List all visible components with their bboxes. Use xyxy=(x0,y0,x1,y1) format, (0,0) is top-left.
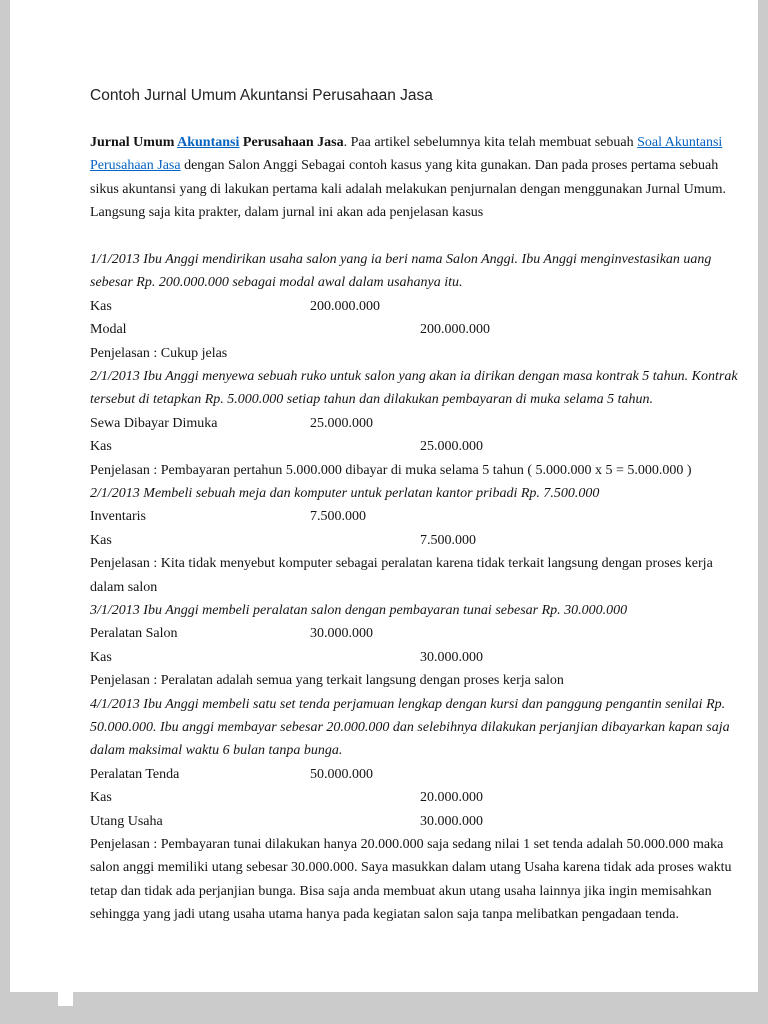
case-block-3 xyxy=(90,482,745,599)
entry-account: Kas xyxy=(90,532,112,548)
intro-text-1: . Paa artikel sebelumnya kita telah membuat sebuah xyxy=(343,135,638,150)
entry-credit-amount: 30.000.000 xyxy=(420,813,483,829)
paragraph-spacer xyxy=(90,225,745,248)
entry-credit-amount: 7.500.000 xyxy=(420,532,476,548)
entry-credit-amount: 20.000.000 xyxy=(420,790,483,806)
entry-debit-amount: 7.500.000 xyxy=(310,509,366,525)
intro-line-2: Langsung saja kita prakter, dalam jurnal ini akan ada penjelasan kasus xyxy=(90,205,484,221)
case-block-4 xyxy=(90,599,745,693)
entry-account: Modal xyxy=(90,322,127,338)
case-description: 4/1/2013 Ibu Anggi membeli satu set tenda perjamuan lengkap dengan kursi dan panggung pengantin senilai Rp. 50.000.000. Ibu anggi membayar sebesar 20.000.000 dan selebihnya dilakukan perjanjian dibayarkan kapan saja dalam maksimal waktu 6 bulan tanpa bunga. xyxy=(90,696,730,759)
intro-paragraph xyxy=(90,131,745,201)
case-note: Penjelasan : Pembayaran pertahun 5.000.000 dibayar di muka selama 5 tahun ( 5.000.000 x 5 = 5.000.000 ) xyxy=(90,462,692,478)
link-soal-akuntansi-perusahaan-jasa[interactable]: Soal Akuntansi Perusahaan Jasa xyxy=(90,135,723,174)
page-title: Contoh Jurnal Umum Akuntansi Perusahaan Jasa xyxy=(90,87,433,104)
entry-credit-amount: 25.000.000 xyxy=(420,439,483,455)
case-description: 2/1/2013 Membeli sebuah meja dan komputer untuk perlatan kantor pribadi Rp. 7.500.000 xyxy=(90,486,600,502)
document-content xyxy=(10,0,758,927)
case-description: 1/1/2013 Ibu Anggi mendirikan usaha salon yang ia beri nama Salon Anggi. Ibu Anggi menginvestasikan uang sebesar Rp. 200.000.000 sebagai modal awal dalam usahanya itu. xyxy=(90,252,712,291)
journal-entry-row xyxy=(90,763,745,786)
entry-debit-amount: 25.000.000 xyxy=(310,415,373,431)
case-note: Penjelasan : Peralatan adalah semua yang terkait langsung dengan proses kerja salon xyxy=(90,673,564,689)
page-bottom-artifact xyxy=(58,992,73,1006)
journal-entry-row xyxy=(90,318,745,341)
case-block-5 xyxy=(90,693,745,927)
case-note: Penjelasan : Pembayaran tunai dilakukan hanya 20.000.000 saja sedang nilai 1 set tenda adalah 50.000.000 maka salon anggi memiliki utang sebesar 30.000.000. Saya masukkan dalam utang Usaha karena tidak ada proses waktu tetap dan tidak ada perjanjian bunga. Bisa saja anda membuat akun utang usaha lainnya jika ingin memisahkan sehingga yang jadi utang usaha utama hanya pada kegiatan salon saja tanpa melibatkan pengadaan tenda. xyxy=(90,837,732,923)
journal-entry-row xyxy=(90,622,745,645)
case-description: 2/1/2013 Ibu Anggi menyewa sebuah ruko untuk salon yang akan ia dirikan dengan masa kontrak 5 tahun. Kontrak tersebut di tetapkan Rp. 5.000.000 setiap tahun dan dilakukan pembayaran di muka selama 5 tahun. xyxy=(90,369,738,408)
entry-credit-amount: 200.000.000 xyxy=(420,322,490,338)
case-note: Penjelasan : Kita tidak menyebut komputer sebagai peralatan karena tidak terkait langsung dengan proses kerja dalam salon xyxy=(90,556,713,595)
entry-account: Kas xyxy=(90,790,112,806)
journal-entry-row xyxy=(90,505,745,528)
entry-account: Sewa Dibayar Dimuka xyxy=(90,415,218,431)
entry-credit-amount: 30.000.000 xyxy=(420,649,483,665)
entry-debit-amount: 30.000.000 xyxy=(310,626,373,642)
journal-entry-row xyxy=(90,295,745,318)
entry-account: Kas xyxy=(90,649,112,665)
intro-bold-jurnal-umum: Jurnal Umum xyxy=(90,135,178,150)
entry-account: Inventaris xyxy=(90,509,146,525)
journal-entry-row xyxy=(90,529,745,552)
intro-bold-perusahaan-jasa: Perusahaan Jasa xyxy=(239,135,344,150)
journal-entry-row xyxy=(90,412,745,435)
entry-debit-amount: 50.000.000 xyxy=(310,766,373,782)
entry-debit-amount: 200.000.000 xyxy=(310,298,380,314)
case-block-1 xyxy=(90,248,745,365)
journal-entry-row xyxy=(90,786,745,809)
entry-account: Peralatan Tenda xyxy=(90,766,180,782)
case-description: 3/1/2013 Ibu Anggi membeli peralatan salon dengan pembayaran tunai sebesar Rp. 30.000.000 xyxy=(90,603,628,619)
entry-account: Peralatan Salon xyxy=(90,626,178,642)
journal-entry-row xyxy=(90,435,745,458)
intro-text-2: dengan Salon Anggi Sebagai contoh kasus yang kita gunakan. Dan pada proses pertama sebuah sikus akuntansi yang di lakukan pertama kali adalah melakukan penjurnalan dengan menggunakan Jurnal Umum. xyxy=(90,158,727,197)
entry-account: Kas xyxy=(90,298,112,314)
link-akuntansi[interactable]: Akuntansi xyxy=(177,135,240,150)
entry-account: Utang Usaha xyxy=(90,813,163,829)
case-note: Penjelasan : Cukup jelas xyxy=(90,345,228,361)
entry-account: Kas xyxy=(90,439,112,455)
journal-entry-row xyxy=(90,810,745,833)
case-block-2 xyxy=(90,365,745,482)
document-page xyxy=(10,0,758,992)
journal-entry-row xyxy=(90,646,745,669)
